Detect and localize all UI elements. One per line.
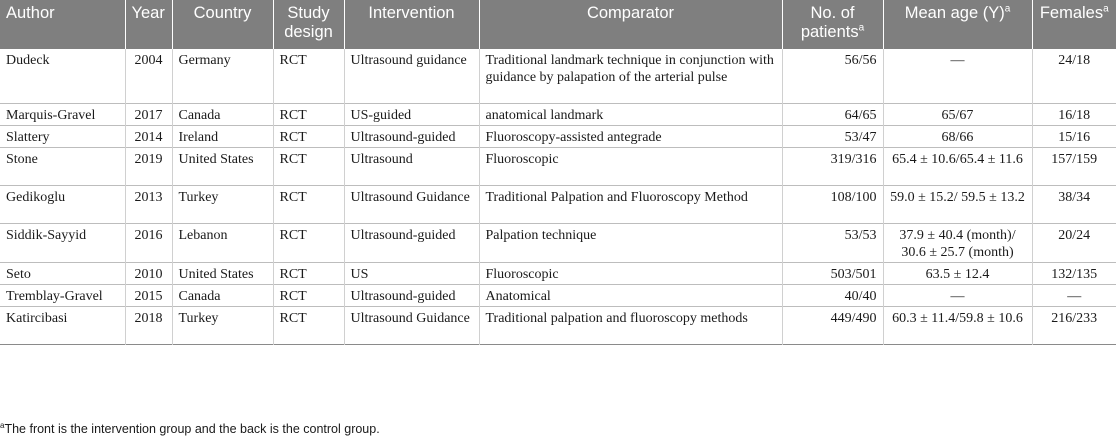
cell-author: Marquis-Gravel bbox=[6, 107, 96, 123]
cell-year: 2016 bbox=[125, 223, 172, 262]
cell-year: 2013 bbox=[125, 185, 172, 223]
cell-country: Ireland bbox=[172, 125, 273, 147]
header-patients: No. of patients$^a$ bbox=[782, 0, 883, 49]
cell-author: Siddik-Sayyid bbox=[6, 227, 87, 243]
cell-design: RCT bbox=[273, 49, 344, 103]
cell-country: United States bbox=[172, 147, 273, 185]
cell-comparator: Traditional Palpation and Fluoroscopy Method bbox=[479, 185, 782, 223]
header-author: Author bbox=[0, 0, 125, 49]
cell-comparator: Palpation technique bbox=[479, 223, 782, 262]
cell-country: Canada bbox=[172, 103, 273, 125]
cell-intervention: Ultrasound-guided bbox=[344, 125, 479, 147]
cell-females: 132/135 bbox=[1032, 262, 1116, 284]
cell-country: Lebanon bbox=[172, 223, 273, 262]
cell-mean-age: 59.0 ± 15.2/ 59.5 ± 13.2 bbox=[883, 185, 1032, 223]
header-study-design: Study design bbox=[273, 0, 344, 49]
header-intervention: Intervention bbox=[344, 0, 479, 49]
cell-author: Slattery bbox=[6, 129, 50, 145]
cell-intervention: Ultrasound guidance bbox=[344, 49, 479, 103]
table-row bbox=[0, 223, 1116, 262]
table-row bbox=[0, 125, 1116, 147]
cell-comparator: Traditional palpation and fluoroscopy methods bbox=[479, 306, 782, 344]
cell-mean-age: — bbox=[883, 49, 1032, 103]
cell-comparator: Fluoroscopic bbox=[479, 147, 782, 185]
cell-mean-age: — bbox=[883, 284, 1032, 306]
cell-design: RCT bbox=[273, 103, 344, 125]
cell-year: 2014 bbox=[125, 125, 172, 147]
cell-females: 38/34 bbox=[1032, 185, 1116, 223]
cell-year: 2018 bbox=[125, 306, 172, 344]
footnote-marker: a bbox=[0, 420, 5, 430]
table-row bbox=[0, 147, 1116, 185]
cell-design: RCT bbox=[273, 223, 344, 262]
cell-intervention: Ultrasound-guided bbox=[344, 284, 479, 306]
cell-patients: 108/100 bbox=[782, 185, 883, 223]
table-row bbox=[0, 284, 1116, 306]
cell-year: 2004 bbox=[125, 49, 172, 103]
cell-year: 2015 bbox=[125, 284, 172, 306]
cell-year: 2017 bbox=[125, 103, 172, 125]
cell-intervention: Ultrasound bbox=[344, 147, 479, 185]
cell-patients: 319/316 bbox=[782, 147, 883, 185]
cell-patients: 40/40 bbox=[782, 284, 883, 306]
table-row bbox=[0, 306, 1116, 344]
cell-author: Gedikoglu bbox=[6, 189, 66, 205]
footnote-text: The front is the intervention group and the back is the control group. bbox=[4, 422, 380, 436]
cell-comparator: anatomical landmark bbox=[479, 103, 782, 125]
cell-intervention: Ultrasound Guidance bbox=[344, 185, 479, 223]
cell-patients: 449/490 bbox=[782, 306, 883, 344]
cell-intervention: Ultrasound Guidance bbox=[344, 306, 479, 344]
cell-author: Dudeck bbox=[6, 53, 50, 68]
cell-author: Stone bbox=[6, 151, 38, 167]
cell-females: — bbox=[1032, 284, 1116, 306]
cell-females: 24/18 bbox=[1032, 49, 1116, 103]
cell-comparator: Fluoroscopy-assisted antegrade bbox=[479, 125, 782, 147]
cell-country: Turkey bbox=[172, 185, 273, 223]
cell-intervention: Ultrasound-guided bbox=[344, 223, 479, 262]
cell-females: 20/24 bbox=[1032, 223, 1116, 262]
cell-patients: 53/47 bbox=[782, 125, 883, 147]
header-comparator: Comparator bbox=[479, 0, 782, 49]
cell-intervention: US bbox=[344, 262, 479, 284]
table-row bbox=[0, 185, 1116, 223]
cell-mean-age: 63.5 ± 12.4 bbox=[883, 262, 1032, 284]
header-row bbox=[0, 0, 1116, 49]
cell-comparator: Anatomical bbox=[479, 284, 782, 306]
cell-patients: 53/53 bbox=[782, 223, 883, 262]
header-females: Females$^a$ bbox=[1032, 0, 1116, 49]
header-year: Year bbox=[125, 0, 172, 49]
cell-comparator: Traditional landmark technique in conjunction with guidance by palapation of the arterial pulse bbox=[479, 49, 782, 103]
cell-author: Tremblay-Gravel bbox=[6, 288, 103, 304]
header-mean-age: Mean age $(Y)^a$ bbox=[883, 0, 1032, 49]
cell-mean-age: 37.9 ± 40.4 (month)/ 30.6 ± 25.7 (month) bbox=[883, 223, 1032, 262]
cell-country: Turkey bbox=[172, 306, 273, 344]
cell-females: 216/233 bbox=[1032, 306, 1116, 344]
table-footnote bbox=[0, 422, 380, 436]
cell-year: 2019 bbox=[125, 147, 172, 185]
cell-design: RCT bbox=[273, 125, 344, 147]
table-row bbox=[0, 49, 1116, 103]
cell-design: RCT bbox=[273, 147, 344, 185]
cell-patients: 64/65 bbox=[782, 103, 883, 125]
table-row bbox=[0, 103, 1116, 125]
cell-females: 157/159 bbox=[1032, 147, 1116, 185]
cell-country: United States bbox=[172, 262, 273, 284]
cell-country: Germany bbox=[172, 49, 273, 103]
cell-design: RCT bbox=[273, 262, 344, 284]
cell-patients: 503/501 bbox=[782, 262, 883, 284]
cell-females: 15/16 bbox=[1032, 125, 1116, 147]
cell-author: Seto bbox=[6, 266, 31, 282]
cell-mean-age: 68/66 bbox=[883, 125, 1032, 147]
cell-author: Katircibasi bbox=[6, 310, 68, 326]
cell-intervention: US-guided bbox=[344, 103, 479, 125]
cell-females: 16/18 bbox=[1032, 103, 1116, 125]
cell-patients: 56/56 bbox=[782, 49, 883, 103]
cell-year: 2010 bbox=[125, 262, 172, 284]
cell-design: RCT bbox=[273, 185, 344, 223]
cell-mean-age: 65.4 ± 10.6/65.4 ± 11.6 bbox=[883, 147, 1032, 185]
cell-mean-age: 65/67 bbox=[883, 103, 1032, 125]
table-row bbox=[0, 262, 1116, 284]
cell-mean-age: 60.3 ± 11.4/59.8 ± 10.6 bbox=[883, 306, 1032, 344]
cell-design: RCT bbox=[273, 284, 344, 306]
cell-design: RCT bbox=[273, 306, 344, 344]
cell-comparator: Fluoroscopic bbox=[479, 262, 782, 284]
header-country: Country bbox=[172, 0, 273, 49]
cell-country: Canada bbox=[172, 284, 273, 306]
